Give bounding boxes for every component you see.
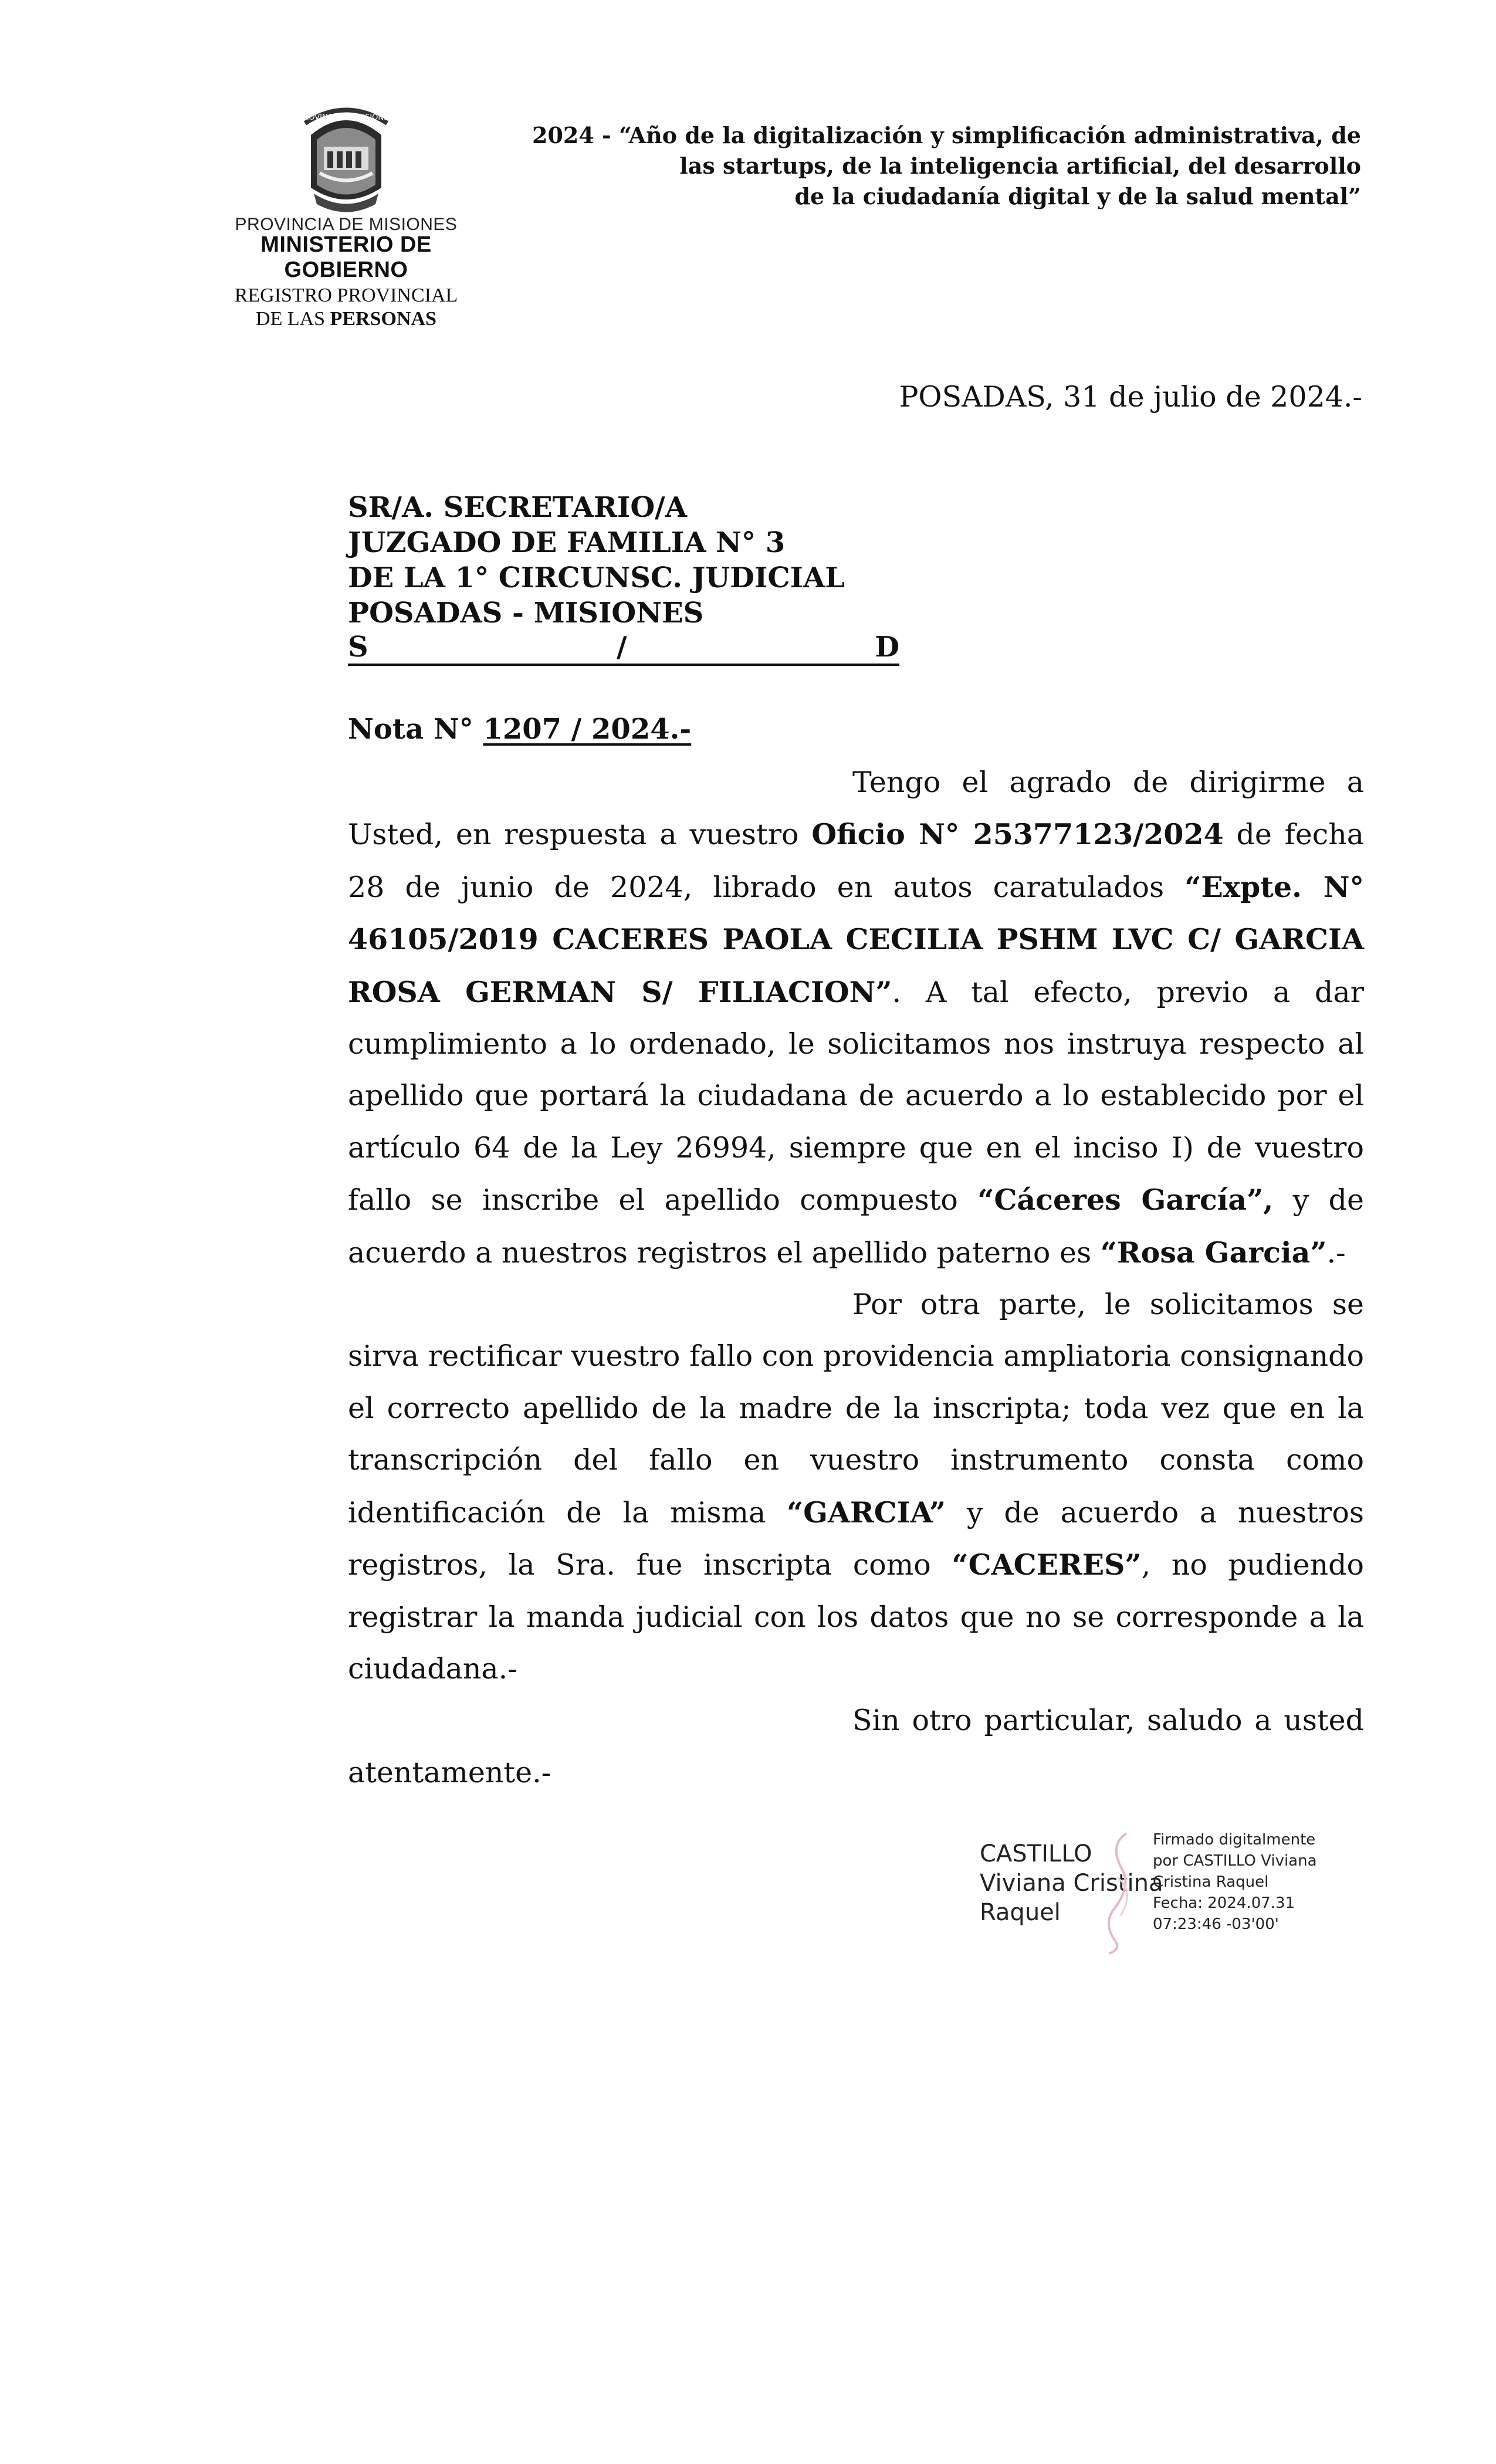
p1-text-a: Tengo el agrado de dirigirme a Usted, en respuesta a vuestro [348, 766, 1364, 852]
signer-name-line1: CASTILLO [980, 1840, 1092, 1867]
sig-info-line4: Fecha: 2024.07.31 [1153, 1894, 1295, 1912]
addressee-line1: SR/A. SECRETARIO/A [348, 491, 687, 524]
addressee-block [348, 490, 845, 631]
provincial-crest-icon [287, 100, 405, 217]
oficio-reference: Oficio N° 25377123/2024 [811, 817, 1224, 852]
paternal-surname: “Rosa Garcia” [1100, 1235, 1327, 1270]
paragraph-2 [348, 1279, 1364, 1695]
year-motto [493, 120, 1361, 212]
note-number [348, 713, 691, 746]
addressee-line4: POSADAS - MISIONES [348, 597, 704, 629]
motto-line2: las startups, de la inteligencia artificial, del desarrollo [679, 153, 1361, 179]
signature-stroke-icon [1085, 1822, 1150, 1957]
signer-name-line2: Viviana Cristina [980, 1870, 1163, 1897]
p1-text-g: y de acuerdo a nuestros registros el apellido paterno es [348, 1183, 1364, 1270]
registry-line2-bold: PERSONAS [330, 308, 436, 330]
p2-text-c: y de acuerdo a nuestros registros, la Sra. fue inscripta como [348, 1495, 1364, 1582]
registry-line2 [223, 307, 469, 331]
sd-s: S [348, 631, 368, 664]
note-label: Nota N° [348, 713, 483, 746]
note-number-value: 1207 / 2024.- [483, 713, 692, 746]
sd-d: D [875, 631, 899, 664]
addressee-line3: DE LA 1° CIRCUNSC. JUDICIAL [348, 561, 845, 594]
sd-slash: / [617, 631, 627, 664]
sig-info-line3: Cristina Raquel [1153, 1873, 1269, 1891]
date-line: POSADAS, 31 de julio de 2024.- [899, 380, 1362, 414]
surname-caceres: “CACERES” [952, 1548, 1142, 1582]
registry-line1: REGISTRO PROVINCIAL [234, 285, 458, 306]
case-title: “Expte. N° 46105/2019 CACERES PAOLA CECILIA PSHM LVC C/ GARCIA ROSA GERMAN S/ FILIACION” [348, 869, 1364, 1009]
sig-info-line1: Firmado digitalmente [1153, 1831, 1316, 1849]
sig-info-line5: 07:23:46 -03'00' [1153, 1915, 1279, 1933]
registry-name [223, 284, 469, 331]
ministry-name: MINISTERIO DE GOBIERNO [260, 232, 432, 282]
addressee-line2: JUZGADO DE FAMILIA N° 3 [348, 526, 786, 559]
sig-info-line2: por CASTILLO Viviana [1153, 1852, 1317, 1870]
motto-line1: 2024 - “Año de la digitalización y simplificación administrativa, de [532, 122, 1361, 148]
paragraph-1 [348, 757, 1364, 1279]
registry-line2-prefix: DE LAS [256, 308, 330, 330]
p1-text-i: .- [1326, 1236, 1346, 1270]
digital-signature-info [1153, 1829, 1317, 1935]
crest-text: PROVINCIA DE MISIONES [299, 113, 394, 122]
p1-text-e: . A tal efecto, previo a dar cumplimiento a lo ordenado, le solicitamos nos instruya respecto al apellido que portará la ciudadana de acuerdo a lo establecido por el artículo 64 de la Ley 26994, siempre que en el inciso I) de vuestro fallo se inscribe el apellido compuesto [348, 975, 1364, 1217]
paragraph-3: Sin otro particular, saludo a usted atentamente.- [348, 1704, 1364, 1789]
letter-body [348, 757, 1364, 1799]
motto-line3: de la ciudadanía digital y de la salud mental” [794, 183, 1361, 209]
signer-name-line3: Raquel [980, 1899, 1061, 1926]
province-name: PROVINCIA DE MISIONES [235, 215, 458, 234]
surname-garcia: “GARCIA” [786, 1495, 946, 1529]
su-despacho-line [348, 631, 899, 666]
p2-text-a: Por otra parte, le solicitamos se sirva rectificar vuestro fallo con providencia ampliatoria consignando el correcto apellido de la madre de la inscripta; toda vez que en la transcripción del fallo en vuestro instrumento consta como identificación de la misma [348, 1288, 1364, 1529]
p2-text-e: , no pudiendo registrar la manda judicial con los datos que no se corresponde a la ciudadana.- [348, 1548, 1364, 1685]
compound-surname: “Cáceres García”, [977, 1183, 1274, 1217]
ministry-logo [205, 100, 487, 282]
p1-text-c: de fecha 28 de junio de 2024, librado en autos caratulados [348, 818, 1364, 904]
